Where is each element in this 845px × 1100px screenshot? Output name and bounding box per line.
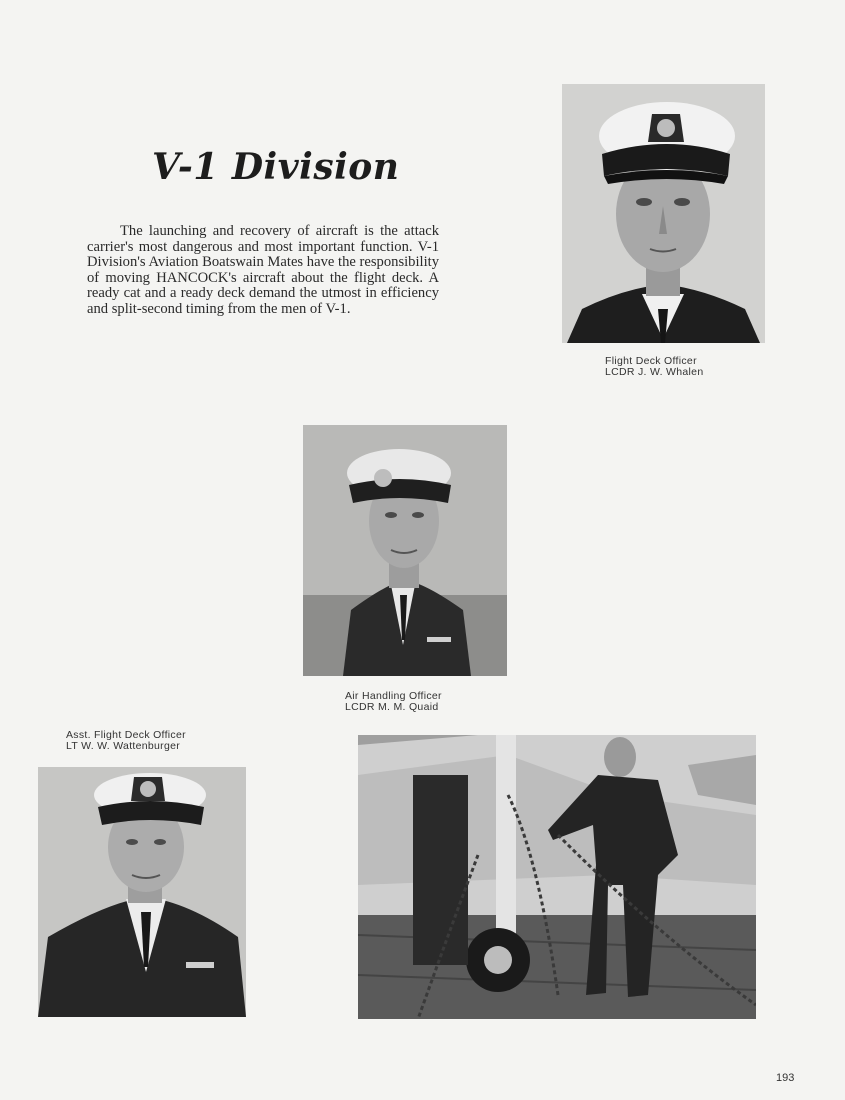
flight-deck-action-photo [358,735,756,1019]
portrait-photo-asst-flight-deck-officer [38,767,246,1017]
deck-scene-image [358,735,756,1019]
portrait-photo-flight-deck-officer [562,84,765,343]
portrait-image [562,84,765,343]
body-paragraph: The launching and recovery of aircraft is the attack carrier's most dangerous and most important function. V-1 Division's Aviation Boatswain Mates have the responsibility of moving HANCOCK's aircraft about the flight deck. A ready cat and a ready deck demand the utmost in efficiency and split-second timing from the men of V-1. [87,223,439,317]
caption-flight-deck-officer [605,356,703,378]
portrait-photo-air-handling-officer [303,425,507,676]
caption-name: LCDR J. W. Whalen [605,366,704,378]
caption-name: LCDR M. M. Quaid [345,701,439,713]
caption-title: Asst. Flight Deck Officer [66,729,186,741]
portrait-image [38,767,246,1017]
page-number: 193 [776,1072,795,1084]
caption-asst-flight-deck-officer [66,730,186,752]
caption-name: LT W. W. Wattenburger [66,740,181,752]
caption-title: Air Handling Officer [345,690,442,702]
portrait-image [303,425,507,676]
caption-air-handling-officer [345,691,442,713]
page-title: V-1 Division [152,146,400,189]
caption-title: Flight Deck Officer [605,355,697,367]
